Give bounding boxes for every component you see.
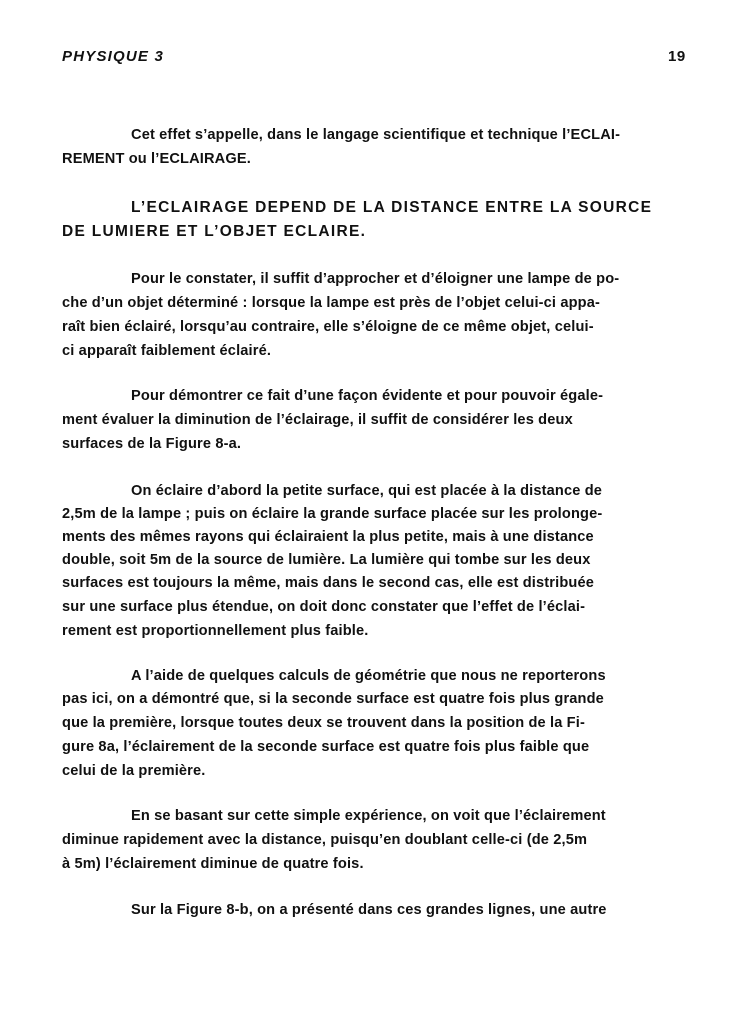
text-line: surfaces est toujours la même, mais dans le second cas, elle est distribuée [62,575,594,591]
text-line: Pour le constater, il suffit d’approcher et d’éloigner une lampe de po- [131,271,620,287]
text-line: celui de la première. [62,763,206,779]
text-line: REMENT ou l’ECLAIRAGE. [62,151,251,167]
text-line: Sur la Figure 8-b, on a présenté dans ces grandes lignes, une autre [131,902,607,918]
text-line: gure 8a, l’éclairement de la seconde surface est quatre fois plus faible que [62,739,590,755]
text-line: En se basant sur cette simple expérience, on voit que l’éclairement [131,808,606,824]
text-line: 2,5m de la lampe ; puis on éclaire la grande surface placée sur les prolonge- [62,506,603,522]
text-line: ments des mêmes rayons qui éclairaient la plus petite, mais à une distance [62,529,594,545]
text-line: raît bien éclairé, lorsqu’au contraire, elle s’éloigne de ce même objet, celui- [62,319,594,335]
text-line: rement est proportionnellement plus faible. [62,623,369,639]
text-line: ci apparaît faiblement éclairé. [62,343,272,359]
text-line: que la première, lorsque toutes deux se trouvent dans la position de la Fi- [62,715,585,731]
text-line: On éclaire d’abord la petite surface, qui est placée à la distance de [131,483,603,499]
page-number: 19 [668,48,686,65]
text-line: double, soit 5m de la source de lumière. La lumière qui tombe sur les deux [62,552,591,568]
text-line: Pour démontrer ce fait d’une façon évidente et pour pouvoir égale- [131,388,604,404]
text-line: A l’aide de quelques calculs de géométrie que nous ne reporterons [131,668,606,684]
text-line: sur une surface plus étendue, on doit donc constater que l’effet de l’éclai- [62,599,586,615]
text-line: à 5m) l’éclairement diminue de quatre fois. [62,856,364,872]
text-line: DE LUMIERE ET L’OBJET ECLAIRE. [62,223,367,240]
text-line: Cet effet s’appelle, dans le langage scientifique et technique l’ECLAI- [131,127,621,143]
text-line: surfaces de la Figure 8-a. [62,436,242,452]
text-line: L’ECLAIRAGE DEPEND DE LA DISTANCE ENTRE LA SOURCE [131,199,653,216]
text-line: pas ici, on a démontré que, si la seconde surface est quatre fois plus grande [62,691,604,707]
running-title: PHYSIQUE 3 [62,48,165,65]
text-line: ment évaluer la diminution de l’éclairage, il suffit de considérer les deux [62,412,573,428]
text-line: diminue rapidement avec la distance, puisqu’en doublant celle-ci (de 2,5m [62,832,588,848]
text-line: che d’un objet déterminé : lorsque la lampe est près de l’objet celui-ci appa- [62,295,601,311]
